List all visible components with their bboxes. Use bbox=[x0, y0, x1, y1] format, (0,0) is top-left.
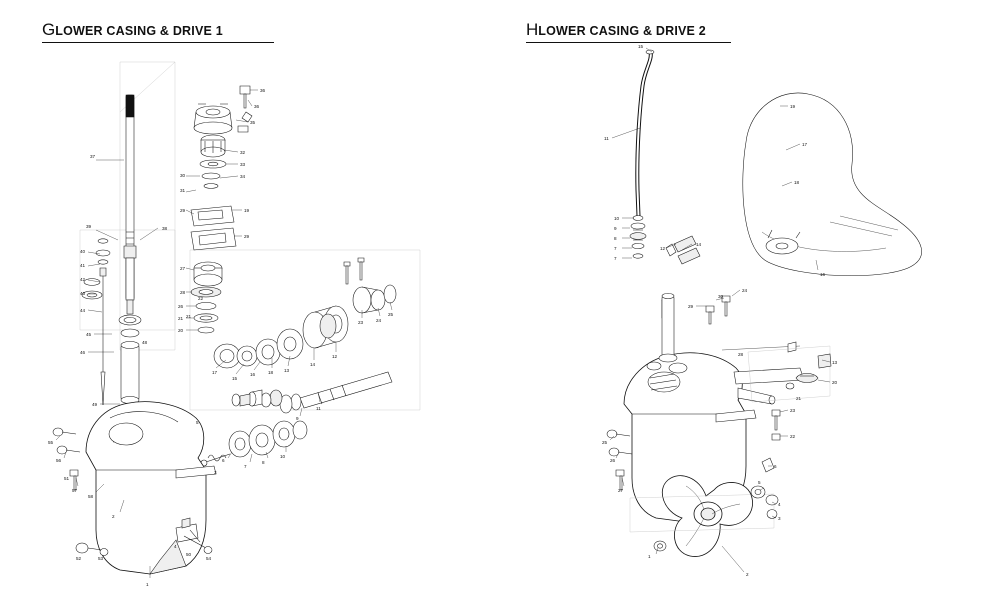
svg-text:28: 28 bbox=[180, 290, 186, 295]
svg-text:42: 42 bbox=[80, 277, 86, 282]
svg-text:43: 43 bbox=[80, 291, 86, 296]
svg-text:8: 8 bbox=[262, 460, 265, 465]
svg-text:16: 16 bbox=[250, 372, 256, 377]
svg-text:3: 3 bbox=[214, 470, 217, 475]
svg-text:1: 1 bbox=[648, 554, 651, 559]
svg-text:56: 56 bbox=[56, 458, 62, 463]
svg-text:2: 2 bbox=[746, 572, 749, 577]
svg-text:27: 27 bbox=[180, 266, 186, 271]
svg-text:2: 2 bbox=[112, 514, 115, 519]
svg-text:7: 7 bbox=[614, 246, 617, 251]
svg-text:21: 21 bbox=[796, 396, 802, 401]
svg-text:6: 6 bbox=[222, 458, 225, 463]
svg-text:7: 7 bbox=[614, 256, 617, 261]
svg-text:11: 11 bbox=[316, 406, 321, 411]
svg-text:40: 40 bbox=[80, 249, 86, 254]
svg-text:25: 25 bbox=[602, 440, 608, 445]
svg-text:26: 26 bbox=[610, 458, 616, 463]
panel-lower-casing-drive-2 bbox=[500, 0, 1000, 593]
svg-text:11: 11 bbox=[604, 136, 609, 141]
svg-text:15: 15 bbox=[638, 44, 644, 49]
svg-text:10: 10 bbox=[280, 454, 286, 459]
svg-text:30: 30 bbox=[718, 294, 724, 299]
svg-text:57: 57 bbox=[72, 488, 78, 493]
svg-text:23: 23 bbox=[358, 320, 364, 325]
svg-text:5: 5 bbox=[758, 480, 761, 485]
svg-text:9: 9 bbox=[296, 416, 299, 421]
svg-text:21: 21 bbox=[178, 316, 184, 321]
svg-text:14: 14 bbox=[696, 242, 702, 247]
svg-text:17: 17 bbox=[212, 370, 218, 375]
svg-text:51: 51 bbox=[64, 476, 70, 481]
panel-h-label: LOWER CASING & DRIVE 2 bbox=[538, 24, 706, 38]
svg-text:53: 53 bbox=[98, 556, 104, 561]
svg-text:8: 8 bbox=[614, 236, 617, 241]
svg-text:4: 4 bbox=[174, 544, 177, 549]
svg-text:26: 26 bbox=[178, 304, 184, 309]
svg-text:14: 14 bbox=[310, 362, 316, 367]
svg-text:1: 1 bbox=[146, 582, 149, 587]
svg-text:50: 50 bbox=[186, 552, 192, 557]
svg-text:34: 34 bbox=[240, 174, 246, 179]
panel-g-letter: G bbox=[42, 20, 56, 39]
svg-text:39: 39 bbox=[86, 224, 92, 229]
svg-text:30: 30 bbox=[180, 173, 186, 178]
svg-text:9: 9 bbox=[614, 226, 617, 231]
svg-text:38: 38 bbox=[162, 226, 168, 231]
svg-text:41: 41 bbox=[80, 263, 86, 268]
svg-text:49: 49 bbox=[92, 402, 98, 407]
svg-text:58: 58 bbox=[88, 494, 94, 499]
svg-text:17: 17 bbox=[802, 142, 808, 147]
svg-text:33: 33 bbox=[240, 162, 246, 167]
svg-text:7: 7 bbox=[244, 464, 247, 469]
panel-g-label: LOWER CASING & DRIVE 1 bbox=[55, 24, 223, 38]
svg-text:5: 5 bbox=[196, 420, 199, 425]
svg-text:20: 20 bbox=[832, 380, 838, 385]
svg-text:21: 21 bbox=[186, 314, 192, 319]
svg-text:52: 52 bbox=[76, 556, 82, 561]
panel-h-letter: H bbox=[526, 20, 539, 39]
svg-text:48: 48 bbox=[142, 340, 148, 345]
svg-text:45: 45 bbox=[86, 332, 92, 337]
svg-text:31: 31 bbox=[180, 188, 186, 193]
svg-text:18: 18 bbox=[794, 180, 800, 185]
svg-text:19: 19 bbox=[790, 104, 796, 109]
svg-text:10: 10 bbox=[614, 216, 620, 221]
svg-text:25: 25 bbox=[388, 312, 394, 317]
svg-text:29: 29 bbox=[688, 304, 694, 309]
svg-text:20: 20 bbox=[178, 328, 184, 333]
svg-text:24: 24 bbox=[742, 288, 748, 293]
svg-text:32: 32 bbox=[240, 150, 246, 155]
svg-text:22: 22 bbox=[198, 296, 204, 301]
svg-text:15: 15 bbox=[232, 376, 238, 381]
svg-text:36: 36 bbox=[254, 104, 260, 109]
svg-text:28: 28 bbox=[738, 352, 744, 357]
svg-text:35: 35 bbox=[250, 120, 256, 125]
svg-text:12: 12 bbox=[660, 246, 666, 251]
svg-text:16: 16 bbox=[820, 272, 826, 277]
svg-text:27: 27 bbox=[618, 488, 624, 493]
svg-text:37: 37 bbox=[90, 154, 96, 159]
panel-h-artwork bbox=[500, 0, 1000, 593]
svg-text:6: 6 bbox=[774, 464, 777, 469]
svg-text:3: 3 bbox=[778, 516, 781, 521]
svg-text:55: 55 bbox=[48, 440, 54, 445]
svg-text:23: 23 bbox=[790, 408, 796, 413]
svg-text:44: 44 bbox=[80, 308, 86, 313]
svg-text:29: 29 bbox=[244, 234, 250, 239]
svg-text:29: 29 bbox=[180, 208, 186, 213]
svg-text:36: 36 bbox=[260, 88, 266, 93]
svg-text:13: 13 bbox=[832, 360, 838, 365]
svg-text:19: 19 bbox=[244, 208, 250, 213]
svg-text:4: 4 bbox=[778, 502, 781, 507]
svg-text:46: 46 bbox=[80, 350, 86, 355]
svg-text:18: 18 bbox=[268, 370, 274, 375]
svg-text:13: 13 bbox=[284, 368, 290, 373]
svg-text:22: 22 bbox=[790, 434, 796, 439]
svg-text:12: 12 bbox=[332, 354, 338, 359]
svg-text:24: 24 bbox=[376, 318, 382, 323]
svg-text:54: 54 bbox=[206, 556, 212, 561]
